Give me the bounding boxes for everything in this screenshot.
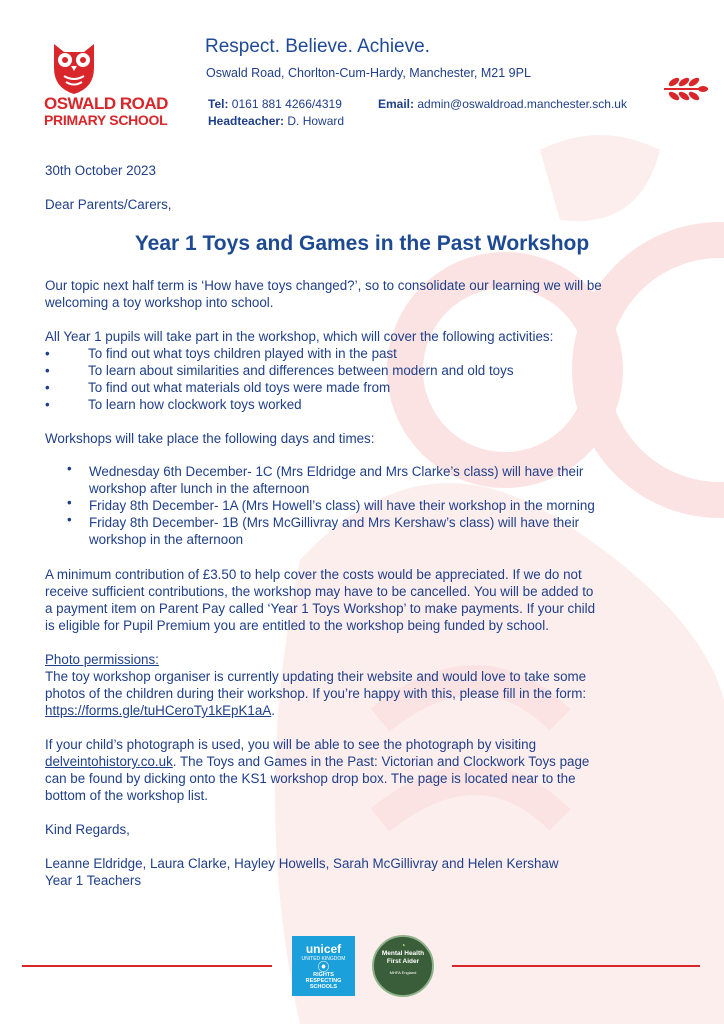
school-name: OSWALD ROAD xyxy=(44,94,168,113)
unicef-rrs-logo: unicef UNITED KINGDOM ⦿ RIGHTS RESPECTING SCHOOLS xyxy=(292,936,355,996)
footer-line-left xyxy=(22,965,272,967)
globe-icon: ⦿ xyxy=(317,960,330,974)
letter-title: Year 1 Toys and Games in the Past Workshop xyxy=(134,232,590,255)
activities-list xyxy=(45,345,514,413)
list-item: • To learn how clockwork toys worked xyxy=(45,396,514,413)
list-item: • To find out what materials old toys were made from xyxy=(45,379,514,396)
footer-line-right xyxy=(452,965,700,967)
email-value[interactable]: admin@oswaldroad.manchester.sch.uk xyxy=(417,97,627,111)
school-motto: Respect. Believe. Achieve. xyxy=(205,36,430,57)
mental-health-first-aider-badge: ◔ Mental Health First Aider MHFA England xyxy=(372,935,434,997)
head-label: Headteacher: xyxy=(208,114,285,128)
leaf-decoration-icon xyxy=(664,74,708,104)
email xyxy=(378,97,627,111)
school-owl-logo xyxy=(50,38,98,96)
telephone xyxy=(208,97,342,111)
schedule-list xyxy=(45,463,595,548)
schedule-intro: Workshops will take place the following days and times: xyxy=(45,431,375,446)
tel-label: Tel: xyxy=(208,97,229,111)
signoff: Kind Regards, xyxy=(45,822,130,837)
visit-paragraph: If your child’s photograph is used, you will be able to see the photograph by visiting delveintohistory.co.uk. The Toys and Games in the Past: Victorian and Clockwork Toys page can be found by dicking onto the KS1 workshop drop box. The page is located near to the bottom of the workshop list. xyxy=(45,737,590,803)
school-address: Oswald Road, Chorlton-Cum-Hardy, Manchester, M21 9PL xyxy=(206,66,531,80)
headteacher xyxy=(208,114,344,128)
intro-paragraph xyxy=(45,277,602,311)
intro-line: welcoming a toy workshop into school. xyxy=(45,295,274,310)
list-item: • Friday 8th December- 1B (Mrs McGillivray and Mrs Kershaw’s class) will have their workshop in the afternoon xyxy=(45,514,595,548)
list-item: • Friday 8th December- 1A (Mrs Howell’s class) will have their workshop in the morning xyxy=(45,497,595,514)
email-label: Email: xyxy=(378,97,415,111)
tel-value: 0161 881 4266/4319 xyxy=(231,97,342,111)
letter-greeting: Dear Parents/Carers, xyxy=(45,197,172,212)
school-name-sub: PRIMARY SCHOOL xyxy=(44,112,168,128)
letter-date: 30th October 2023 xyxy=(45,163,156,178)
list-item: • To learn about similarities and differences between modern and old toys xyxy=(45,362,514,379)
photo-section: Photo permissions: The toy workshop organiser is currently updating their website and would love to take some photos of the children during their workshop. If you’re happy with this, please fill in the form: https://forms.gle/tuHCeroTy1kEpK1aA. xyxy=(45,652,587,718)
activities-intro: All Year 1 pupils will take part in the workshop, which will cover the following activities: xyxy=(45,329,554,344)
website-link[interactable]: delveintohistory.co.uk xyxy=(45,754,173,769)
signatories: Leanne Eldridge, Laura Clarke, Hayley Howells, Sarah McGillivray and Helen Kershaw Year 1 Teachers xyxy=(45,856,559,888)
list-item: • To find out what toys children played with in the past xyxy=(45,345,514,362)
head-icon: ◔ xyxy=(400,941,406,950)
contribution-paragraph: A minimum contribution of £3.50 to help cover the costs would be appreciated. If we do not receive sufficient contributions, the workshop may have to be cancelled. You will be added to a payment item on Parent Pay called ‘Year 1 Toys Workshop’ to make payments. If your child is eligible for Pupil Premium you are entitled to the workshop being funded by school. xyxy=(45,567,596,633)
photo-heading: Photo permissions: xyxy=(45,652,159,667)
form-link[interactable]: https://forms.gle/tuHCeroTy1kEpK1aA xyxy=(45,703,272,718)
intro-line: Our topic next half term is ‘How have toys changed?’, so to consolidate our learning we will be xyxy=(45,278,602,293)
list-item: • Wednesday 6th December- 1C (Mrs Eldridge and Mrs Clarke’s class) will have their workshop after lunch in the afternoon xyxy=(45,463,595,497)
head-value: D. Howard xyxy=(287,114,345,128)
